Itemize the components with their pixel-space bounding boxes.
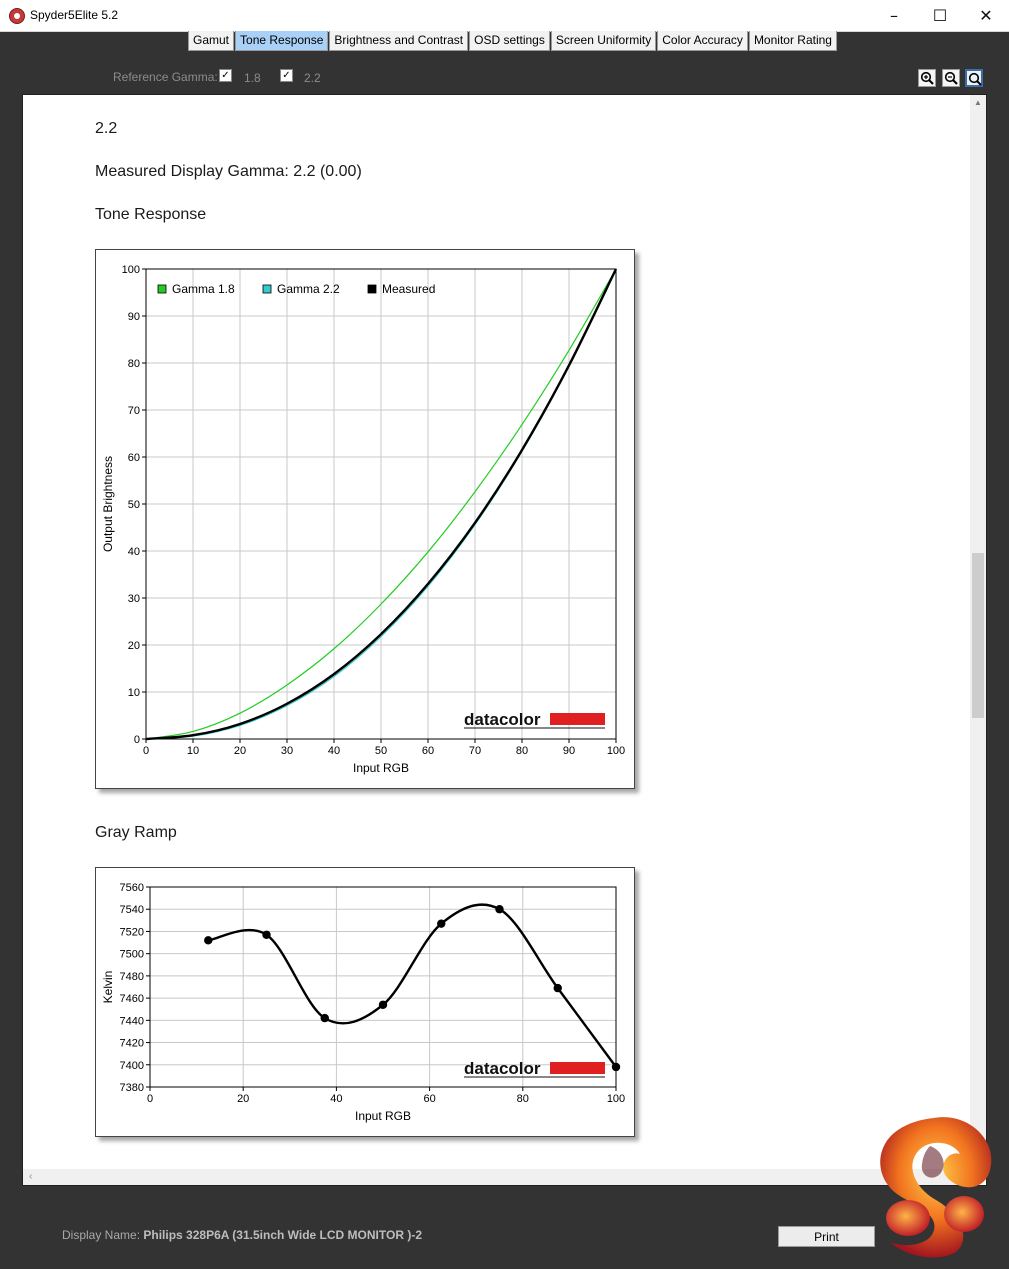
gamma-2-2-label: 2.2 (304, 71, 321, 85)
tab-gamut[interactable]: Gamut (188, 31, 234, 51)
tab-brightness-contrast[interactable]: Brightness and Contrast (329, 31, 468, 51)
spyder-app-icon (9, 8, 25, 24)
data-point (495, 905, 503, 913)
legend-label-2: Gamma 2.2 (277, 282, 340, 296)
gray-ramp-svg (96, 868, 634, 1136)
vertical-scrollbar[interactable] (970, 95, 986, 1170)
gamma-1-8-checkbox[interactable]: ✓ (219, 69, 232, 82)
gamma-value-heading: 2.2 (95, 120, 118, 137)
tab-monitor-rating[interactable]: Monitor Rating (749, 31, 837, 51)
data-point (437, 919, 445, 927)
y-tick-label: 7380 (119, 1082, 144, 1094)
scroll-left-arrow-icon[interactable]: ‹ (29, 1171, 33, 1182)
tab-osd-settings[interactable]: OSD settings (469, 31, 550, 51)
x-tick-label: 30 (280, 745, 294, 757)
title-bar (0, 0, 1009, 32)
gamma-2-2-checkbox[interactable]: ✓ (280, 69, 293, 82)
x-tick-label: 80 (516, 1093, 529, 1105)
x-axis-label: Input RGB (354, 1109, 412, 1123)
x-axis-label: Input RGB (352, 761, 410, 775)
x-tick-label: 40 (330, 1093, 343, 1105)
plot-area-border (150, 887, 616, 1087)
y-tick-label: 30 (127, 593, 140, 605)
display-name-label: Display Name: (62, 1228, 141, 1242)
zoom-out-icon[interactable] (942, 69, 960, 87)
report-tabs (188, 31, 838, 51)
display-name-row (62, 1228, 422, 1242)
y-tick-label: 20 (127, 640, 140, 652)
y-tick-label: 80 (127, 358, 140, 370)
zoom-fit-icon[interactable] (965, 69, 983, 87)
reference-gamma-label: Reference Gamma: (113, 70, 218, 84)
zoom-in-icon[interactable] (918, 69, 936, 87)
x-tick-label: 40 (327, 745, 341, 757)
x-tick-label: 20 (233, 745, 247, 757)
data-point (321, 1014, 329, 1022)
minimize-icon[interactable]: – (890, 6, 898, 25)
measured-gamma-text: Measured Display Gamma: 2.2 (0.00) (95, 163, 362, 180)
y-tick-label: 7500 (119, 948, 144, 961)
legend-swatch-3 (368, 285, 376, 293)
y-tick-label: 10 (127, 687, 140, 699)
x-tick-label: 70 (468, 745, 482, 757)
tab-color-accuracy[interactable]: Color Accuracy (657, 31, 748, 51)
x-tick-label: 50 (374, 745, 388, 757)
tone-response-chart (95, 249, 635, 789)
legend-label-1: Gamma 1.8 (172, 282, 235, 296)
x-tick-label: 10 (186, 745, 200, 757)
tone-response-heading: Tone Response (95, 206, 207, 223)
y-tick-label: 7540 (119, 904, 144, 917)
x-tick-label: 100 (606, 1093, 626, 1105)
report-viewer[interactable] (22, 94, 987, 1186)
legend-label-3: Measured (382, 282, 436, 296)
maximize-icon[interactable]: ☐ (932, 6, 948, 25)
y-tick-label: 0 (133, 734, 140, 746)
y-tick-label: 100 (121, 264, 140, 276)
data-point (262, 931, 270, 939)
y-axis-label: Kelvin (101, 970, 115, 1004)
y-tick-label: 90 (127, 311, 140, 323)
legend-swatch-2 (263, 285, 271, 293)
tone-response-svg (96, 250, 634, 788)
y-tick-label: 7560 (119, 882, 144, 894)
y-axis-label: Output Brightness (101, 455, 115, 553)
y-tick-label: 50 (127, 499, 140, 511)
data-point (554, 984, 562, 992)
scrollbar-thumb[interactable] (972, 553, 984, 718)
x-tick-label: 0 (142, 745, 150, 757)
datacolor-watermark: datacolor (464, 1059, 541, 1078)
y-tick-label: 70 (127, 405, 140, 417)
x-tick-label: 60 (421, 745, 435, 757)
x-tick-label: 60 (423, 1093, 436, 1105)
data-point (204, 936, 212, 944)
datacolor-red-bar (550, 1062, 605, 1074)
print-button[interactable]: Print (778, 1226, 875, 1247)
scroll-up-arrow-icon[interactable]: ▲ (974, 98, 982, 107)
x-tick-label: 0 (146, 1093, 154, 1105)
datacolor-red-bar (550, 713, 605, 725)
horizontal-scrollbar[interactable] (23, 1169, 971, 1185)
datacolor-watermark: datacolor (464, 710, 541, 729)
y-tick-label: 60 (127, 452, 140, 464)
data-point (379, 1001, 387, 1009)
y-tick-label: 7460 (119, 993, 144, 1006)
x-tick-label: 80 (515, 745, 529, 757)
window-title: Spyder5Elite 5.2 (30, 8, 119, 22)
y-tick-label: 7480 (119, 970, 144, 983)
tab-screen-uniformity[interactable]: Screen Uniformity (551, 31, 656, 51)
gray-ramp-chart (95, 867, 635, 1137)
close-icon[interactable]: ✕ (979, 6, 993, 25)
x-tick-label: 20 (237, 1093, 250, 1105)
x-tick-label: 100 (606, 745, 626, 757)
y-tick-label: 7520 (119, 926, 144, 939)
y-tick-label: 40 (127, 546, 140, 558)
gray-ramp-heading: Gray Ramp (95, 824, 177, 841)
display-name-value: Philips 328P6A (31.5inch Wide LCD MONITOR )-2 (143, 1228, 422, 1242)
publisher-logo-icon (860, 1110, 1008, 1260)
x-tick-label: 90 (562, 745, 576, 757)
legend-swatch-1 (158, 285, 166, 293)
tab-tone-response[interactable]: Tone Response (235, 31, 328, 51)
gamma-1-8-label: 1.8 (244, 71, 261, 85)
y-tick-label: 7440 (119, 1015, 144, 1028)
y-tick-label: 7420 (119, 1037, 144, 1050)
data-point (612, 1063, 620, 1071)
y-tick-label: 7400 (119, 1059, 144, 1072)
